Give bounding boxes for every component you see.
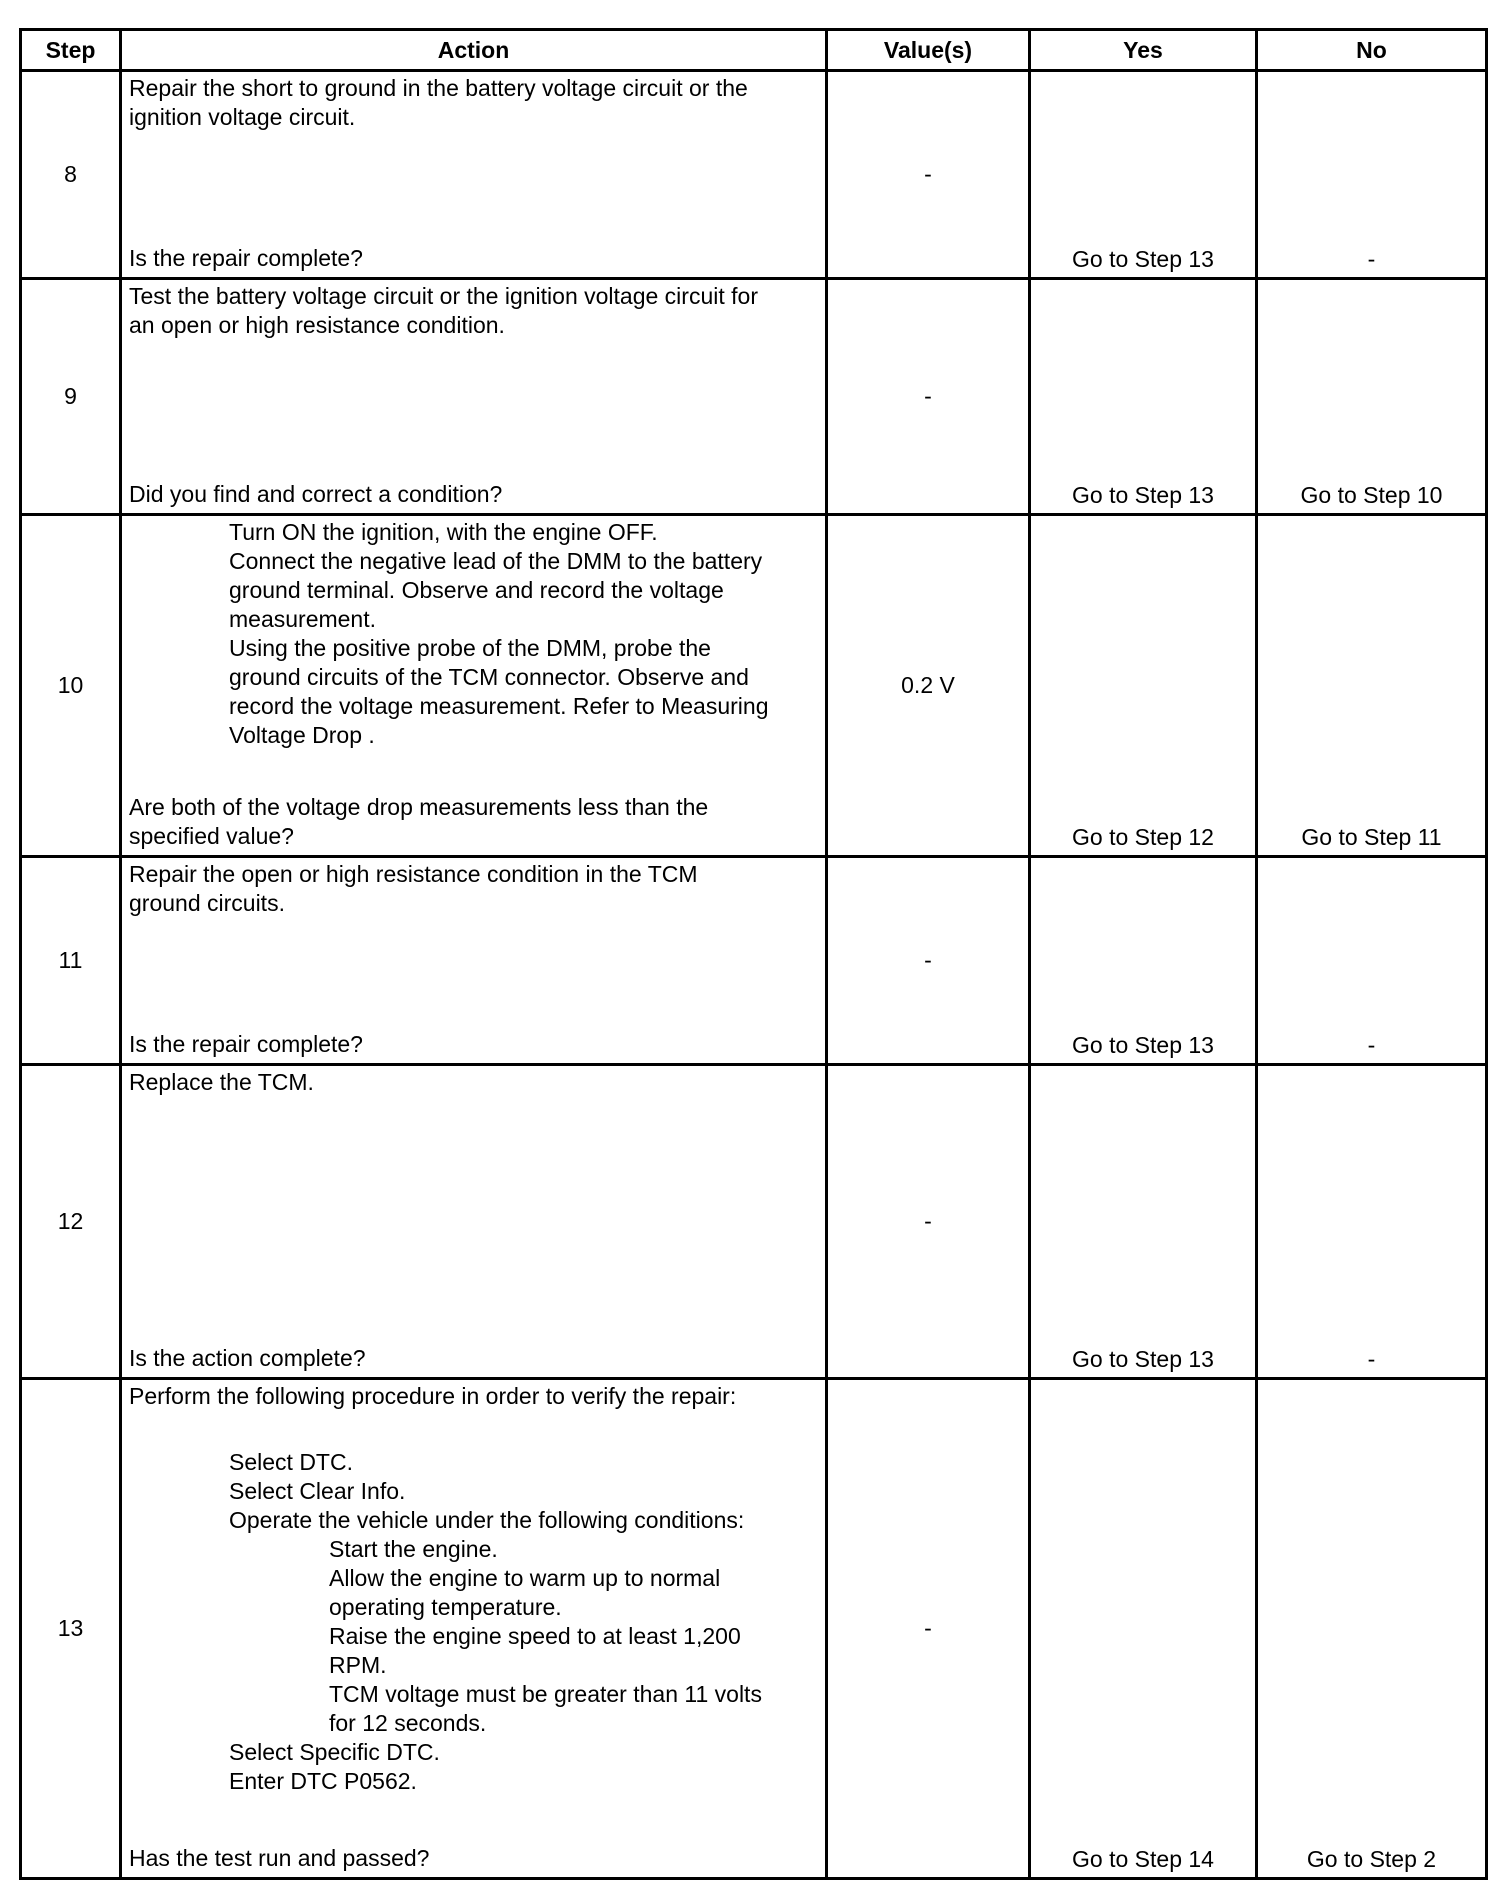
- step-number: 10: [21, 515, 121, 857]
- header-action: Action: [121, 30, 827, 71]
- diagnostic-table: [19, 28, 1488, 1880]
- action-line: Connect the negative lead of the DMM to the battery: [229, 548, 763, 574]
- value-cell: -: [827, 279, 1030, 515]
- no-cell: -: [1257, 857, 1487, 1065]
- action-line: Using the positive probe of the DMM, probe the: [229, 635, 711, 661]
- action-line: Select Specific DTC.: [229, 1739, 440, 1765]
- header-yes: Yes: [1030, 30, 1257, 71]
- action-subline: Start the engine.: [329, 1536, 498, 1562]
- action-subline: TCM voltage must be greater than 11 volts: [329, 1681, 762, 1707]
- yes-cell: Go to Step 13: [1030, 71, 1257, 279]
- action-line: Turn ON the ignition, with the engine OFF.: [229, 519, 658, 545]
- question-line: Are both of the voltage drop measurements less than the: [129, 794, 709, 820]
- action-line: record the voltage measurement. Refer to Measuring: [229, 693, 769, 719]
- value-cell: 0.2 V: [827, 515, 1030, 857]
- action-line: ground terminal. Observe and record the voltage: [229, 577, 724, 603]
- action-cell: [121, 1065, 827, 1379]
- step-number: 12: [21, 1065, 121, 1379]
- yes-cell: Go to Step 12: [1030, 515, 1257, 857]
- action-subline: Allow the engine to warm up to normal: [329, 1565, 721, 1591]
- action-line: measurement.: [229, 606, 377, 632]
- no-cell: Go to Step 10: [1257, 279, 1487, 515]
- action-question: Did you find and correct a condition?: [129, 481, 503, 507]
- action-question: Is the repair complete?: [129, 245, 363, 271]
- action-cell: [121, 515, 827, 857]
- table-header-row: [21, 30, 1487, 71]
- step-number: 9: [21, 279, 121, 515]
- action-line: Replace the TCM.: [129, 1069, 314, 1095]
- action-line: an open or high resistance condition.: [129, 312, 505, 338]
- no-cell: -: [1257, 71, 1487, 279]
- action-intro: Perform the following procedure in order to verify the repair:: [129, 1383, 737, 1409]
- table-row-step-12: [21, 1065, 1487, 1379]
- action-question: Has the test run and passed?: [129, 1845, 430, 1871]
- action-line: Select DTC.: [229, 1449, 353, 1475]
- action-line: ground circuits of the TCM connector. Observe and: [229, 664, 749, 690]
- action-question: Is the action complete?: [129, 1345, 366, 1371]
- action-line: ignition voltage circuit.: [129, 104, 356, 130]
- action-subline: operating temperature.: [329, 1594, 562, 1620]
- step-number: 8: [21, 71, 121, 279]
- action-line: Voltage Drop .: [229, 722, 375, 748]
- action-question: Is the repair complete?: [129, 1031, 363, 1057]
- value-cell: -: [827, 1379, 1030, 1879]
- action-line: ground circuits.: [129, 890, 285, 916]
- action-cell: [121, 71, 827, 279]
- no-cell: -: [1257, 1065, 1487, 1379]
- action-line: Test the battery voltage circuit or the ignition voltage circuit for: [129, 283, 758, 309]
- action-line: Enter DTC P0562.: [229, 1768, 417, 1794]
- action-cell: [121, 279, 827, 515]
- header-step: Step: [21, 30, 121, 71]
- yes-cell: Go to Step 14: [1030, 1379, 1257, 1879]
- action-subline: for 12 seconds.: [329, 1710, 487, 1736]
- value-cell: -: [827, 1065, 1030, 1379]
- action-subline: RPM.: [329, 1652, 387, 1678]
- step-number: 11: [21, 857, 121, 1065]
- table-row-step-8: [21, 71, 1487, 279]
- action-cell: [121, 1379, 827, 1879]
- table-row-step-10: [21, 515, 1487, 857]
- header-no: No: [1257, 30, 1487, 71]
- action-line: Repair the short to ground in the battery voltage circuit or the: [129, 75, 748, 101]
- yes-cell: Go to Step 13: [1030, 279, 1257, 515]
- question-line: specified value?: [129, 823, 294, 849]
- yes-cell: Go to Step 13: [1030, 857, 1257, 1065]
- no-cell: Go to Step 11: [1257, 515, 1487, 857]
- action-line: Repair the open or high resistance condition in the TCM: [129, 861, 698, 887]
- action-cell: [121, 857, 827, 1065]
- action-line: Operate the vehicle under the following conditions:: [229, 1507, 745, 1533]
- no-cell: Go to Step 2: [1257, 1379, 1487, 1879]
- value-cell: -: [827, 71, 1030, 279]
- action-line: Select Clear Info.: [229, 1478, 406, 1504]
- table-row-step-9: [21, 279, 1487, 515]
- yes-cell: Go to Step 13: [1030, 1065, 1257, 1379]
- value-cell: -: [827, 857, 1030, 1065]
- table-row-step-13: [21, 1379, 1487, 1879]
- action-question: [129, 793, 821, 851]
- action-subline: Raise the engine speed to at least 1,200: [329, 1623, 741, 1649]
- table-row-step-11: [21, 857, 1487, 1065]
- header-values: Value(s): [827, 30, 1030, 71]
- step-number: 13: [21, 1379, 121, 1879]
